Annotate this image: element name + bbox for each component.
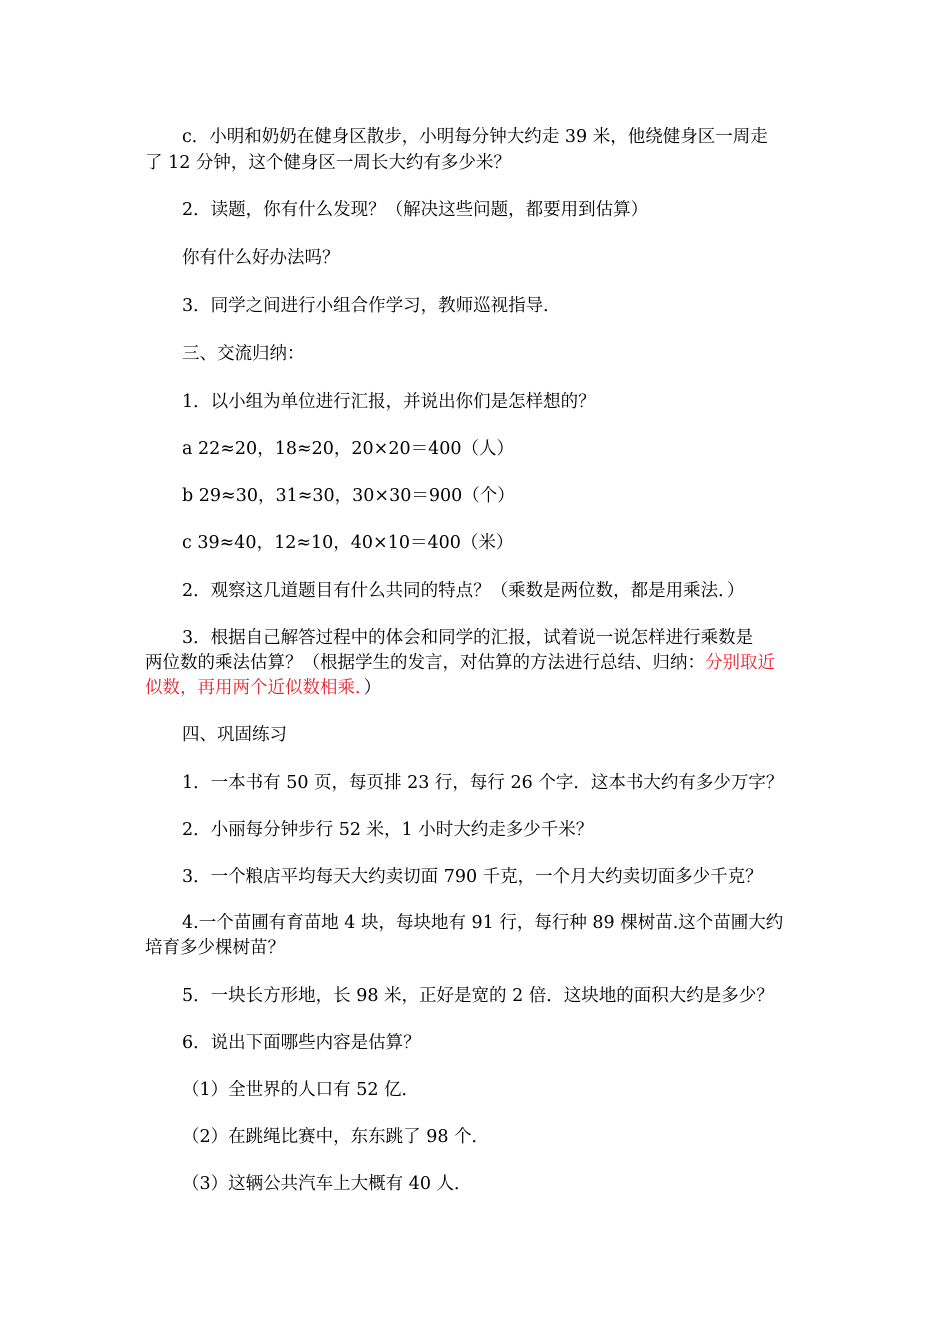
- exercise-1: 1．一本书有 50 页，每页排 23 行，每行 26 个字．这本书大约有多少万字？: [182, 773, 784, 793]
- summary-text: 两位数的乘法估算？（根据学生的发言，对估算的方法进行总结、归纳：: [145, 653, 705, 673]
- paragraph-read-question: 2．读题，你有什么发现？（解决这些问题，都要用到估算）: [182, 200, 649, 220]
- summary-highlight-2: 似数，再用两个近似数相乘．: [145, 678, 364, 698]
- exercise-4-line1: 4.一个苗圃有育苗地 4 块，每块地有 91 行，每行种 89 棵树苗.这个苗圃大约: [182, 913, 784, 933]
- paragraph-c-line2: 了 12 分钟，这个健身区一周长大约有多少米？: [145, 153, 511, 173]
- paragraph-c-line1: c．小明和奶奶在健身区散步，小明每分钟大约走 39 米，他绕健身区一周走: [182, 127, 768, 147]
- paragraph-common-feature: 2．观察这几道题目有什么共同的特点？（乘数是两位数，都是用乘法．）: [182, 581, 745, 601]
- summary-close-paren: ）: [363, 678, 382, 698]
- exercise-6-item-2: （2）在跳绳比赛中，东东跳了 98 个．: [182, 1127, 490, 1147]
- paragraph-summary-line2: [145, 650, 810, 676]
- exercise-6-item-3: （3）这辆公共汽车上大概有 40 人．: [182, 1174, 472, 1194]
- exercise-6: 6．说出下面哪些内容是估算？: [182, 1033, 421, 1053]
- section-heading-practice: 四、巩固练习: [182, 725, 287, 745]
- summary-highlight-1: 分别取近: [705, 653, 775, 673]
- paragraph-good-method: 你有什么好办法吗？: [182, 248, 340, 268]
- exercise-5: 5．一块长方形地，长 98 米，正好是宽的 2 倍．这块地的面积大约是多少？: [182, 986, 774, 1006]
- exercise-2: 2．小丽每分钟步行 52 米，1 小时大约走多少千米？: [182, 820, 594, 840]
- section-heading-exchange: 三、交流归纳：: [182, 344, 305, 364]
- paragraph-group-study: 3．同学之间进行小组合作学习，教师巡视指导．: [182, 296, 561, 316]
- exercise-4-line2: 培育多少棵树苗？: [145, 938, 285, 958]
- answer-c: c 39≈40，12≈10，40×10＝400（米）: [182, 533, 514, 553]
- paragraph-summary-line1: 3．根据自己解答过程中的体会和同学的汇报，试着说一说怎样进行乘数是: [182, 628, 754, 648]
- paragraph-summary-line3: [145, 675, 810, 701]
- answer-b: b 29≈30，31≈30，30×30＝900（个）: [182, 486, 515, 506]
- answer-a: a 22≈20，18≈20，20×20＝400（人）: [182, 439, 514, 459]
- paragraph-report: 1．以小组为单位进行汇报，并说出你们是怎样想的？: [182, 392, 596, 412]
- exercise-3: 3．一个粮店平均每天大约卖切面 790 千克，一个月大约卖切面多少千克？: [182, 867, 763, 887]
- exercise-6-item-1: （1）全世界的人口有 52 亿．: [182, 1080, 420, 1100]
